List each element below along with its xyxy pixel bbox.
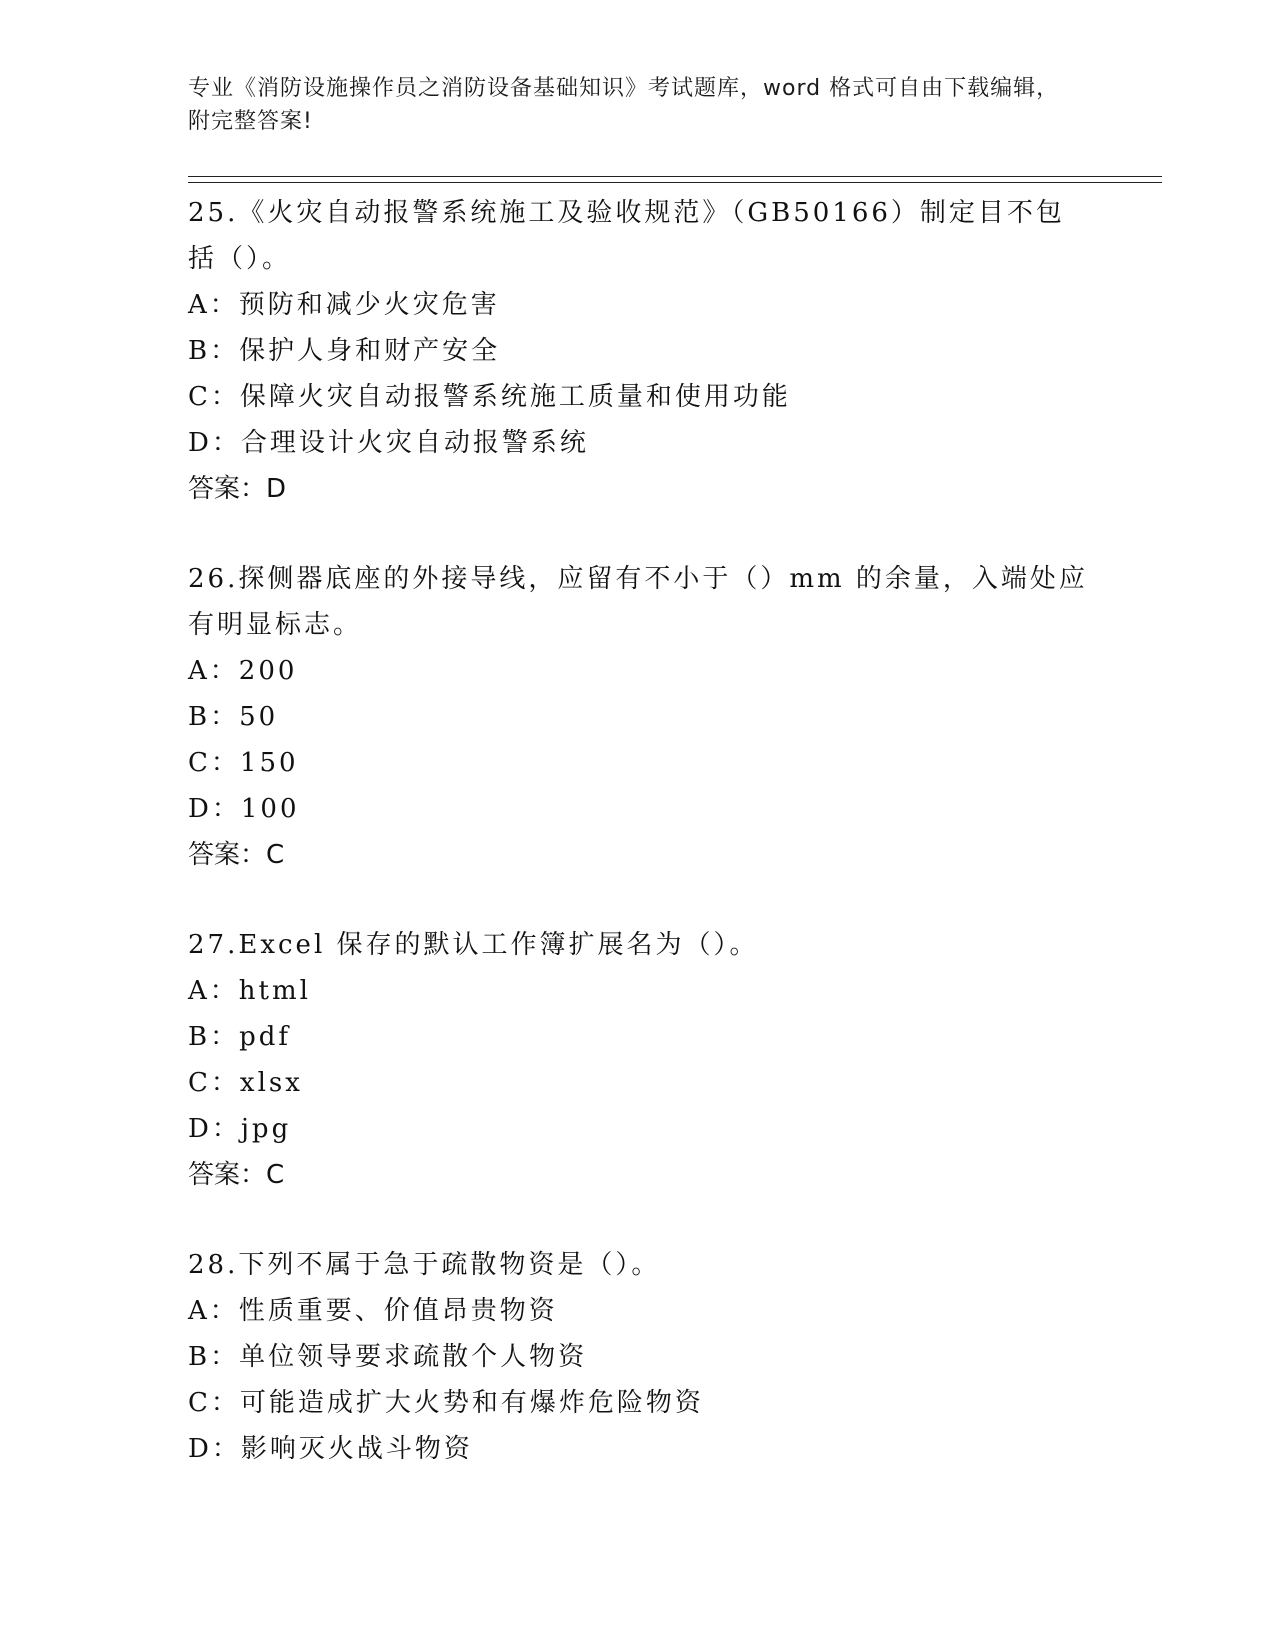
header-divider-bottom <box>188 182 1162 183</box>
option-b <box>188 694 1088 740</box>
option-d <box>188 1106 1088 1152</box>
option-text: 单位领导要求疏散个人物资 <box>239 1342 588 1372</box>
option-text: jpg <box>240 1114 292 1144</box>
option-text: 影响灭火战斗物资 <box>240 1434 473 1464</box>
option-text: 保障火灾自动报警系统施工质量和使用功能 <box>239 382 791 412</box>
question-text: 27.Excel 保存的默认工作簿扩展名为（）。 <box>188 930 759 960</box>
option-c <box>188 1380 1088 1426</box>
answer: 答案：D <box>188 474 287 504</box>
option-key: A： <box>188 976 239 1006</box>
option-key: B： <box>188 702 240 732</box>
option-b <box>188 328 1088 374</box>
option-text: 100 <box>240 794 300 824</box>
option-key: B： <box>188 336 240 366</box>
option-c <box>188 374 1088 420</box>
question-text: 25.《火灾自动报警系统施工及验收规范》（GB50166）制定目不包括（）。 <box>188 198 1065 274</box>
option-text: 150 <box>239 748 299 778</box>
option-text: 性质重要、价值昂贵物资 <box>238 1296 558 1326</box>
option-text: 保护人身和财产安全 <box>239 336 501 366</box>
option-text: 200 <box>238 656 298 686</box>
option-b <box>188 1014 1088 1060</box>
option-key: A： <box>188 656 239 686</box>
option-key: A： <box>188 290 239 320</box>
option-text: 50 <box>239 702 279 732</box>
option-text: pdf <box>239 1022 292 1052</box>
option-text: 可能造成扩大火势和有爆炸危险物资 <box>239 1388 704 1418</box>
option-key: D： <box>188 1114 241 1144</box>
question-27 <box>188 922 1088 1198</box>
option-a <box>188 648 1088 694</box>
option-d <box>188 786 1088 832</box>
option-key: C： <box>188 1388 240 1418</box>
option-key: A： <box>188 1296 239 1326</box>
option-text: 合理设计火灾自动报警系统 <box>240 428 589 458</box>
option-key: C： <box>188 1068 240 1098</box>
option-key: D： <box>188 1434 241 1464</box>
option-d <box>188 1426 1088 1472</box>
option-key: D： <box>188 794 241 824</box>
option-b <box>188 1334 1088 1380</box>
option-a <box>188 1288 1088 1334</box>
option-key: B： <box>188 1022 240 1052</box>
question-28 <box>188 1242 1088 1472</box>
question-26 <box>188 556 1088 878</box>
option-text: html <box>238 976 311 1006</box>
option-key: D： <box>188 428 241 458</box>
answer: 答案：C <box>188 840 285 870</box>
option-key: C： <box>188 382 240 412</box>
option-text: xlsx <box>239 1068 303 1098</box>
question-25 <box>188 190 1088 512</box>
header-divider-top <box>188 176 1162 177</box>
option-text: 预防和减少火灾危害 <box>238 290 500 320</box>
answer: 答案：C <box>188 1160 285 1190</box>
option-a <box>188 282 1088 328</box>
question-text: 26.探侧器底座的外接导线，应留有不小于（）mm 的余量，入端处应有明显标志。 <box>188 564 1088 640</box>
option-c <box>188 740 1088 786</box>
option-key: C： <box>188 748 240 778</box>
option-a <box>188 968 1088 1014</box>
option-c <box>188 1060 1088 1106</box>
document-header: 专业《消防设施操作员之消防设备基础知识》考试题库，word 格式可自由下载编辑，附完整答案! <box>188 76 1060 134</box>
option-key: B： <box>188 1342 240 1372</box>
question-text: 28.下列不属于急于疏散物资是（）。 <box>188 1250 661 1280</box>
option-d <box>188 420 1088 466</box>
